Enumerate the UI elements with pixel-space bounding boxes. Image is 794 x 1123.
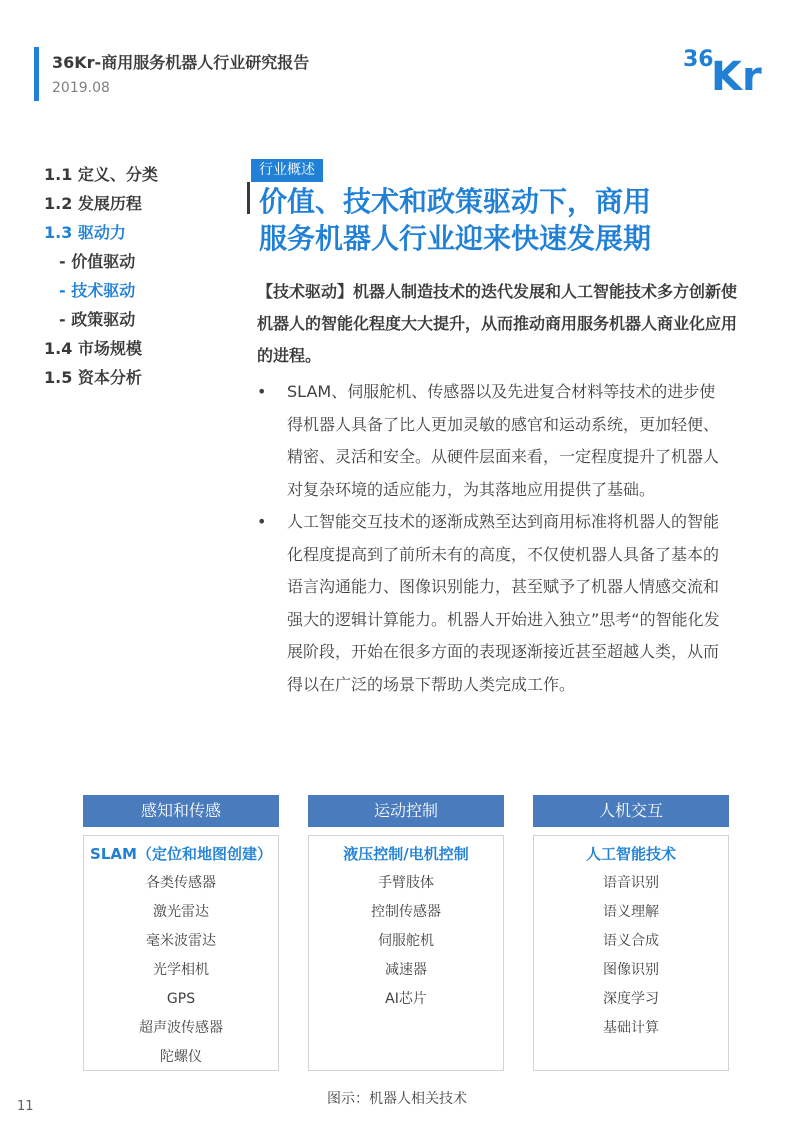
category-key-tech: 液压控制/电机控制: [343, 845, 469, 863]
section-tag: 行业概述: [251, 159, 323, 182]
intro-paragraph: 【技术驱动】机器人制造技术的迭代发展和人工智能技术多方创新使机器人的智能化程度大大提升，从而推动商用服务机器人商业化应用的进程。: [257, 282, 738, 365]
category-header: 运动控制: [308, 795, 504, 827]
category-item: 减速器: [385, 962, 427, 978]
toc-item[interactable]: - 技术驱动: [59, 281, 136, 300]
category-header: 人机交互: [533, 795, 729, 827]
category-column: [308, 795, 504, 1071]
figure-caption: 图示：机器人相关技术: [327, 1091, 467, 1107]
36kr-logo: [683, 40, 767, 96]
toc-item[interactable]: 1.3 驱动力: [44, 223, 126, 242]
category-item: 深度学习: [603, 991, 659, 1007]
tech-categories: [83, 795, 729, 1077]
report-date: 2019.08: [52, 80, 110, 96]
category-item: 手臂肢体: [378, 875, 434, 891]
category-body: [83, 835, 279, 1071]
toc-item[interactable]: 1.1 定义、分类: [44, 165, 158, 184]
toc-item[interactable]: - 政策驱动: [59, 310, 136, 329]
category-item: 图像识别: [603, 962, 659, 978]
category-item: GPS: [166, 991, 196, 1007]
bullet-dot: •: [257, 382, 267, 401]
bullet-item: [257, 506, 727, 701]
page-title: [259, 183, 749, 257]
report-title: 36Kr-商用服务机器人行业研究报告: [52, 53, 310, 72]
category-key-tech: SLAM（定位和地图创建）: [90, 845, 272, 863]
category-body: [533, 835, 729, 1071]
category-key-tech: 人工智能技术: [585, 845, 676, 863]
page-title-line-2: 服务机器人行业迎来快速发展期: [259, 222, 652, 255]
category-item: 陀螺仪: [160, 1049, 202, 1065]
bullet-list: [257, 376, 727, 701]
logo-text-kr: Kr: [711, 54, 762, 96]
page-title-line-1: 价值、技术和政策驱动下，商用: [259, 185, 652, 218]
category-body: [308, 835, 504, 1071]
bullet-dot: •: [257, 512, 267, 531]
header-accent-bar: [34, 47, 39, 101]
category-item: 基础计算: [603, 1020, 659, 1036]
category-item: 语音识别: [603, 875, 659, 891]
bullet-text: 人工智能交互技术的逐渐成熟至达到商用标准将机器人的智能化程度提高到了前所未有的高度，不仅使机器人具备了基本的语言沟通能力、图像识别能力，甚至赋予了机器人情感交流和强大的逻辑计算能力。机器人开始进入独立”思考“的智能化发展阶段，开始在很多方面的表现逐渐接近甚至超越人类，从而得以在广泛的场景下帮助人类完成工作。: [287, 512, 720, 694]
toc-item[interactable]: 1.2 发展历程: [44, 194, 142, 213]
category-column: [533, 795, 729, 1071]
logo-text-36: 36: [683, 47, 714, 72]
category-item: 超声波传感器: [139, 1020, 223, 1036]
page-number: 11: [17, 1099, 34, 1114]
category-item: AI芯片: [385, 991, 427, 1007]
category-item: 伺服舵机: [378, 933, 434, 949]
category-header: 感知和传感: [83, 795, 279, 827]
category-item: 控制传感器: [371, 904, 441, 920]
bullet-item: [257, 376, 727, 506]
category-item: 光学相机: [153, 962, 209, 978]
category-item: 激光雷达: [153, 904, 209, 920]
category-item: 各类传感器: [146, 875, 216, 891]
category-item: 毫米波雷达: [146, 933, 216, 949]
table-of-contents: [44, 160, 158, 392]
bullet-text: SLAM、伺服舵机、传感器以及先进复合材料等技术的进步使得机器人具备了比人更加灵敏的感官和运动系统，更加轻便、精密、灵活和安全。从硬件层面来看，一定程度提升了机器人对复杂环境的适应能力，为其落地应用提供了基础。: [287, 382, 720, 499]
category-item: 语义理解: [603, 904, 659, 920]
toc-item[interactable]: 1.5 资本分析: [44, 368, 142, 387]
title-bracket: [247, 182, 250, 214]
toc-item[interactable]: 1.4 市场规模: [44, 339, 142, 358]
category-item: 语义合成: [603, 933, 659, 949]
toc-item[interactable]: - 价值驱动: [59, 252, 136, 271]
category-column: [83, 795, 279, 1071]
